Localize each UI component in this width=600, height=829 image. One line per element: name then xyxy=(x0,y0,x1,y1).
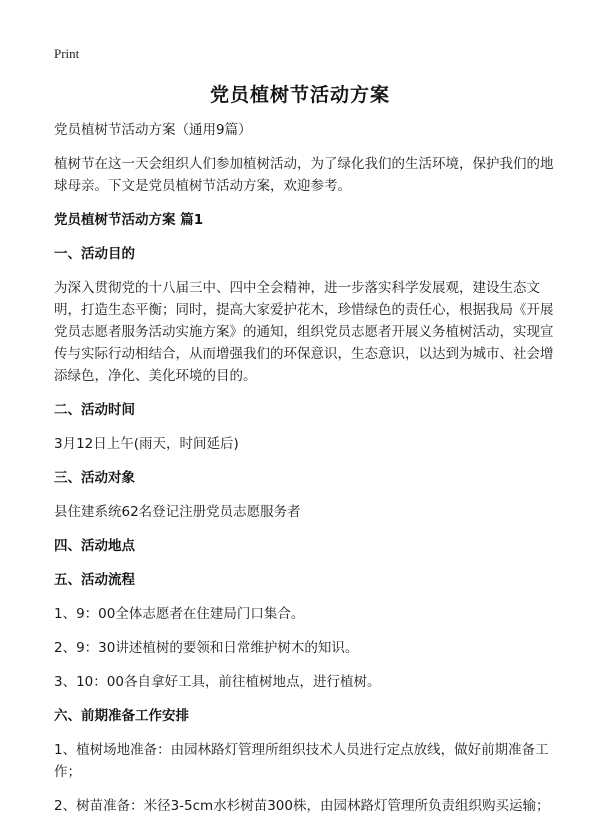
section-heading-time: 二、活动时间 xyxy=(54,402,135,418)
section-heading-participants: 三、活动对象 xyxy=(54,470,135,486)
process-step-2: 2、9：30讲述植树的要领和日常维护树木的知识。 xyxy=(54,640,359,656)
section-heading-purpose: 一、活动目的 xyxy=(54,246,135,262)
print-link[interactable]: Print xyxy=(54,46,80,61)
intro-paragraph: 植树节在这一天会组织人们参加植树活动，为了绿化我们的生活环境，保护我们的地球母亲。下文是党员植树节活动方案，欢迎参考。 xyxy=(54,156,554,194)
section-heading-preparation: 六、前期准备工作安排 xyxy=(54,708,189,724)
document-body xyxy=(54,119,554,829)
process-step-1: 1、9：00全体志愿者在住建局门口集合。 xyxy=(54,606,305,622)
preparation-item-1: 1、植树场地准备：由园林路灯管理所组织技术人员进行定点放线，做好前期准备工作； xyxy=(54,742,549,780)
participants-paragraph: 县住建系统62名登记注册党员志愿服务者 xyxy=(54,504,301,520)
purpose-paragraph: 为深入贯彻党的十八届三中、四中全会精神，进一步落实科学发展观，建设生态文明，打造生态平衡；同时，提高大家爱护花木，珍惜绿色的责任心，根据我局《开展党员志愿者服务活动实施方案》的通知，组织党员志愿者开展义务植树活动，实现宣传与实际行动相结合，从而增强我们的环保意识，生态意识，以达到为城市、社会增添绿色，净化、美化环境的目的。 xyxy=(54,280,554,384)
document-title: 党员植树节活动方案 xyxy=(209,84,390,106)
document-subtitle: 党员植树节活动方案（通用9篇） xyxy=(54,122,252,138)
preparation-item-2: 2、树苗准备：米径3-5cm水杉树苗300株，由园林路灯管理所负责组织购买运输； xyxy=(54,798,550,814)
article-heading: 党员植树节活动方案 篇1 xyxy=(54,212,204,228)
time-paragraph: 3月12日上午(雨天，时间延后) xyxy=(54,436,239,452)
process-step-3: 3、10：00各自拿好工具，前往植树地点，进行植树。 xyxy=(54,674,381,690)
section-heading-location: 四、活动地点 xyxy=(54,538,135,554)
section-heading-process: 五、活动流程 xyxy=(54,572,135,588)
